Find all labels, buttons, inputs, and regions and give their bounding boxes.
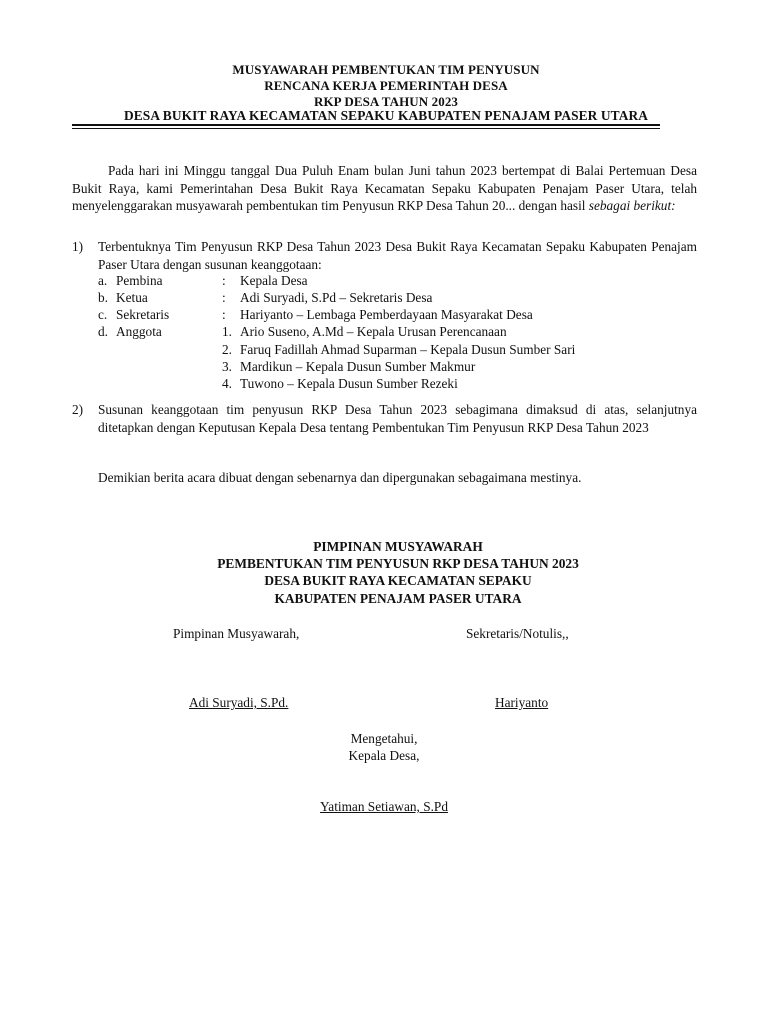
header-line-4: DESA BUKIT RAYA KECAMATAN SEPAKU KABUPATEN PENAJAM PASER UTARA <box>123 108 649 123</box>
role-name: Pembina <box>116 273 163 288</box>
item-2-number: 2) <box>72 402 84 417</box>
role-row-pembina <box>0 272 768 289</box>
acknowledgement-line-2: Kepala Desa, <box>348 748 420 763</box>
item-1-text: Terbentuknya Tim Penyusun RKP Desa Tahun 2023 Desa Bukit Raya Kecamatan Sepaku Kabupaten Penajam Paser Utara dengan susunan keanggotaan: <box>98 239 697 272</box>
intro-text: Pada hari ini Minggu tanggal Dua Puluh Enam bulan Juni tahun 2023 bertempat di Balai Pertemuan Desa Bukit Raya, kami Pemerintahan Desa Bukit Raya Kecamatan Sepaku Kabupaten Penajam Paser Utara, telah menyelenggarakan musyawarah pembentukan tim Penyusun RKP Desa Tahun 20... dengan hasil <box>72 163 697 213</box>
member-text: Ario Suseno, A.Md – Kepala Urusan Perencanaan <box>240 324 507 339</box>
intro-paragraph <box>72 162 697 215</box>
role-sep: : <box>222 307 226 322</box>
right-signer-name: Hariyanto <box>495 695 549 710</box>
closing-statement: Demikian berita acara dibuat dengan sebenarnya dan dipergunakan sebagaimana mestinya. <box>98 470 582 485</box>
header-line-2: RENCANA KERJA PEMERINTAH DESA <box>264 78 508 93</box>
member-number: 1. <box>222 324 232 339</box>
role-value: Hariyanto – Lembaga Pemberdayaan Masyarakat Desa <box>240 307 533 322</box>
left-signer-title: Pimpinan Musyawarah, <box>173 626 300 641</box>
right-signer-title: Sekretaris/Notulis,, <box>466 626 569 641</box>
role-letter: c. <box>98 307 108 322</box>
role-sep: : <box>222 290 226 305</box>
role-letter: d. <box>98 324 108 339</box>
member-number: 4. <box>222 376 232 391</box>
role-letter: b. <box>98 290 108 305</box>
member-number: 2. <box>222 342 232 357</box>
role-name: Anggota <box>116 324 162 339</box>
signature-header-2: PEMBENTUKAN TIM PENYUSUN RKP DESA TAHUN 2023 <box>217 556 579 571</box>
signature-header-4: KABUPATEN PENAJAM PASER UTARA <box>274 591 522 606</box>
role-row-anggota <box>0 323 768 340</box>
role-sep: : <box>222 273 226 288</box>
role-row-ketua <box>0 289 768 306</box>
signature-header-3: DESA BUKIT RAYA KECAMATAN SEPAKU <box>264 573 532 588</box>
role-name: Ketua <box>116 290 148 305</box>
member-row <box>0 375 768 392</box>
member-text: Mardikun – Kepala Dusun Sumber Makmur <box>240 359 476 374</box>
header-rule-thin <box>72 128 660 129</box>
role-value: Adi Suryadi, S.Pd – Sekretaris Desa <box>240 290 433 305</box>
intro-italic: sebagai berikut: <box>588 198 676 213</box>
item-1-number: 1) <box>72 239 84 254</box>
role-letter: a. <box>98 273 108 288</box>
role-value: Kepala Desa <box>240 273 308 288</box>
member-text: Faruq Fadillah Ahmad Suparman – Kepala Dusun Sumber Sari <box>240 342 576 357</box>
item-2-text: Susunan keanggotaan tim penyusun RKP Desa Tahun 2023 sebagimana dimaksud di atas, selanjutnya ditetapkan dengan Keputusan Kepala Desa tentang Pembentukan Tim Penyusun RKP Desa Tahun 2023 <box>98 402 697 435</box>
header-line-3: RKP DESA TAHUN 2023 <box>313 94 459 109</box>
member-number: 3. <box>222 359 232 374</box>
acknowledgement-line-1: Mengetahui, <box>350 731 418 746</box>
header-rule-thick <box>72 124 660 126</box>
left-signer-name: Adi Suryadi, S.Pd. <box>189 695 289 710</box>
village-head-name: Yatiman Setiawan, S.Pd <box>320 799 448 814</box>
member-text: Tuwono – Kepala Dusun Sumber Rezeki <box>240 376 458 391</box>
role-row-sekretaris <box>0 306 768 323</box>
header-line-1: MUSYAWARAH PEMBENTUKAN TIM PENYUSUN <box>232 62 540 77</box>
role-name: Sekretaris <box>116 307 170 322</box>
member-row <box>0 341 768 358</box>
signature-header-1: PIMPINAN MUSYAWARAH <box>313 539 483 554</box>
member-row <box>0 358 768 375</box>
